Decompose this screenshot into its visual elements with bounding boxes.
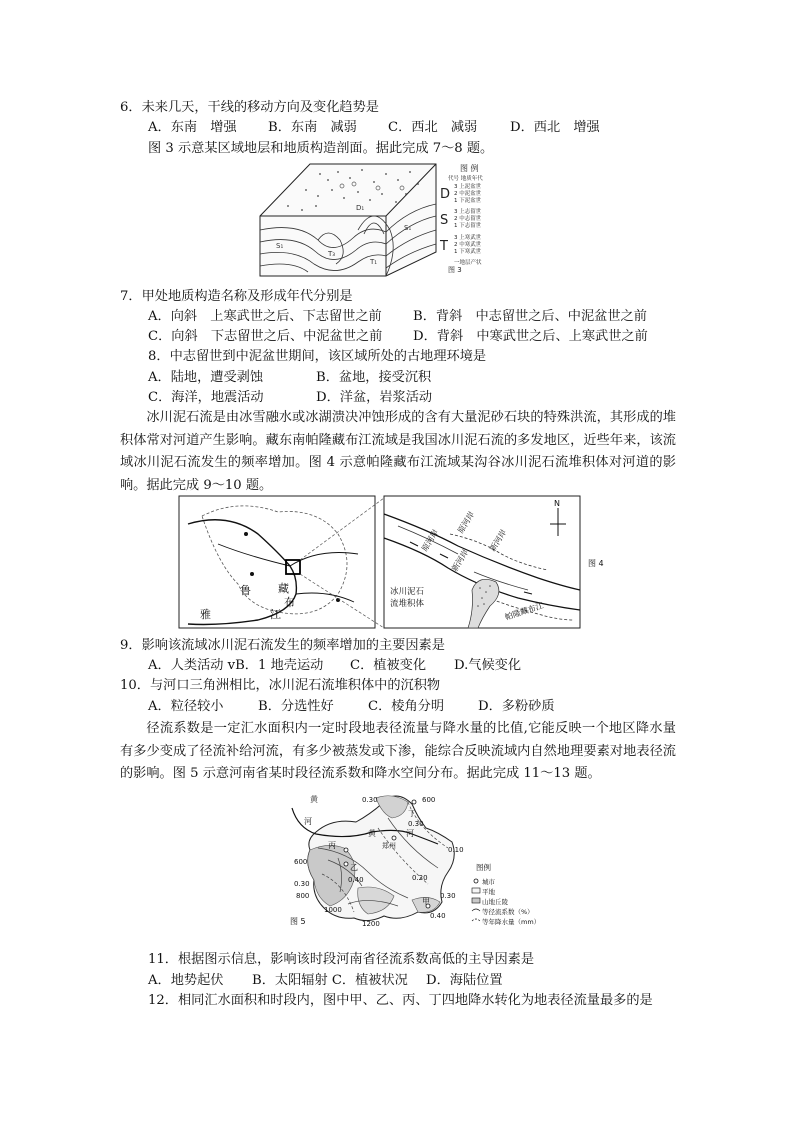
fig5-label: 600 bbox=[422, 796, 436, 804]
q11-option-b: B．太阳辐射 C．植被状况 bbox=[252, 973, 408, 988]
fig5-label: 0.30 bbox=[440, 892, 456, 900]
fig5-label: 0.30 bbox=[294, 880, 310, 888]
fig3-legend-item: 3 上寒武世 bbox=[454, 235, 482, 241]
plain-symbol-icon bbox=[472, 888, 480, 893]
q10-stem: 10．与河口三角洲相比，冰川泥石流堆积体中的沉积物 bbox=[120, 678, 441, 693]
fig4-label: 藏 bbox=[278, 582, 289, 595]
q7-option-b: B．背斜 中志留世之后、中泥盆世之前 bbox=[413, 309, 647, 324]
fig4-label: 雅 bbox=[200, 608, 211, 621]
q6-stem: 6．未来几天，干线的移动方向及变化趋势是 bbox=[120, 100, 379, 115]
city-symbol-icon bbox=[474, 879, 478, 883]
fig3-legend-item: 2 中志留世 bbox=[454, 216, 482, 222]
fig4-north-label: N bbox=[554, 499, 560, 508]
fig3-legend-item: 1 下寒武世 bbox=[454, 249, 482, 255]
fig4-river-label: 帕隆藏布江 bbox=[503, 600, 545, 622]
fig3-legend-code-t: T bbox=[440, 239, 448, 254]
fig4-label: 鲁 bbox=[240, 584, 251, 597]
passage-11-13 bbox=[120, 718, 676, 786]
fig5-legend-title: 图例 bbox=[476, 863, 491, 872]
fig3-legend-item: 3 上志留世 bbox=[454, 209, 482, 215]
q11-option-a: A．地势起伏 bbox=[148, 973, 224, 988]
fig5-label: 乙 bbox=[350, 863, 358, 872]
fig4-new-bank-1: 新河岸 bbox=[488, 527, 509, 554]
fig5-label: 0.10 bbox=[448, 846, 464, 854]
fig3-legend-item: 1 下泥盆世 bbox=[454, 198, 482, 204]
fig5-legend-item: 等年降水量（mm） bbox=[482, 918, 541, 926]
runoff-isoline-icon bbox=[472, 909, 480, 911]
q8-stem: 8．中志留世到中泥盆世期间，该区域所处的古地理环境是 bbox=[148, 349, 487, 364]
fig5-label: 0.30 bbox=[408, 820, 424, 828]
q11-options bbox=[148, 972, 503, 990]
fig4-deposit-label: 冰川泥石 bbox=[390, 587, 425, 597]
q11-option-d: D．海陆位置 bbox=[426, 973, 503, 988]
fig3-legend-title: 图 例 bbox=[460, 164, 479, 173]
q6-option-b: B．东南 减弱 bbox=[268, 120, 357, 135]
q6-option-c: C．西北 减弱 bbox=[388, 120, 478, 135]
q10-options bbox=[148, 698, 555, 716]
q8-option-a: A．陆地，遭受剥蚀 bbox=[148, 370, 264, 385]
q10-option-a: A．粒径较小 bbox=[148, 699, 224, 714]
fig5-label: 0.40 bbox=[348, 876, 364, 884]
q11-stem: 11．根据图示信息，影响该时段河南省径流系数高低的主导因素是 bbox=[148, 952, 535, 967]
fig5-label: 丙 bbox=[328, 841, 336, 850]
figure-3-geologic-section bbox=[258, 160, 528, 280]
fig5-legend-item: 山地丘陵 bbox=[482, 898, 508, 906]
fig5-label: 黄 bbox=[310, 795, 318, 804]
q8-option-d: D．洋盆，岩浆活动 bbox=[316, 390, 433, 405]
figure-5-henan-map bbox=[288, 788, 544, 938]
fig4-old-bank-1: 原河岸 bbox=[456, 509, 477, 536]
passage-9-10 bbox=[120, 407, 676, 497]
svg-text:T₃: T₃ bbox=[328, 250, 336, 258]
fig3-legend-foot: 一地层产状 bbox=[454, 260, 482, 266]
fig3-legend-item: 2 中泥盆世 bbox=[454, 191, 482, 197]
fig5-label: 丁 bbox=[408, 809, 416, 818]
fig4-label: 江 bbox=[270, 608, 281, 621]
fig5-legend-item: 平地 bbox=[482, 888, 495, 896]
q9-option-d: D.气候变化 bbox=[454, 658, 522, 673]
passage-9-10-text: 冰川泥石流是由冰雪融水或冰湖溃决冲蚀形成的含有大量泥砂石块的特殊洪流，其形成的堆积体常对河道产生影响。藏东南帕隆藏布江流域是我国冰川泥石流的多发地区，近些年来，该流域冰川泥石流发生的频率增加。图 4 示意帕隆藏布江流域某沟谷冰川泥石流堆积体对河道的影响。据此完成 9～10 题。 bbox=[120, 410, 676, 493]
q7-option-a: A．向斜 上寒武世之后、下志留世之前 bbox=[148, 309, 382, 324]
fig5-caption: 图 5 bbox=[290, 917, 306, 926]
fig3-legend-item: 2 中寒武世 bbox=[454, 242, 482, 248]
q8-options-row1 bbox=[148, 369, 431, 387]
q6-option-d: D．西北 增强 bbox=[510, 120, 600, 135]
q7-stem: 7．甲处地质构造名称及形成年代分别是 bbox=[120, 289, 353, 304]
q8-option-c: C．海洋，地震活动 bbox=[148, 390, 264, 405]
fig5-label: 0.40 bbox=[430, 912, 446, 920]
fig5-label: 1200 bbox=[362, 920, 380, 928]
fig5-label: 800 bbox=[296, 892, 310, 900]
fig5-legend-item: 等径流系数（%） bbox=[482, 908, 534, 916]
fig3-legend-item: 3 上泥盆世 bbox=[454, 184, 482, 190]
q10-option-d: D．多粉砂质 bbox=[478, 699, 555, 714]
fig4-label: 布 bbox=[284, 596, 295, 609]
q9-option-c: C．植被变化 bbox=[350, 658, 427, 673]
fig5-label: 河 bbox=[406, 829, 414, 838]
q7-option-c: C．向斜 下志留世之后、中泥盆世之前 bbox=[148, 329, 383, 344]
svg-text:D₁: D₁ bbox=[356, 204, 365, 212]
fig5-label: 1000 bbox=[324, 906, 342, 914]
fig5-label: 河 bbox=[304, 817, 312, 826]
q6-options bbox=[148, 119, 600, 137]
figure-4-river-map bbox=[178, 494, 618, 632]
precip-isoline-icon bbox=[472, 919, 480, 921]
svg-text:S₁: S₁ bbox=[276, 242, 284, 250]
q6-option-a: A．东南 增强 bbox=[148, 120, 237, 135]
fig5-label: 郑州 bbox=[382, 842, 396, 850]
fig3-legend-code-s: S bbox=[440, 213, 449, 228]
fig5-label: 600 bbox=[294, 858, 308, 866]
svg-text:S₁: S₁ bbox=[404, 224, 412, 232]
fig5-label: 0.20 bbox=[412, 874, 428, 882]
q7-option-d: D．背斜 中寒武世之后、上寒武世之前 bbox=[413, 329, 648, 344]
fig4-new-bank-2: 新河岸 bbox=[450, 547, 471, 574]
svg-text:T₁: T₁ bbox=[370, 258, 378, 266]
fig3-legend-item: 1 下志留世 bbox=[454, 223, 482, 229]
q7-options-row1 bbox=[148, 308, 647, 326]
fig5-label: 0.30 bbox=[362, 796, 378, 804]
fig3-legend-code-d: D bbox=[440, 187, 451, 202]
q9-options bbox=[148, 657, 521, 675]
passage-11-13-text: 径流系数是一定汇水面积内一定时段地表径流量与降水量的比值,它能反映一个地区降水量有多少变成了径流补给河流，有多少被蒸发或下渗，能综合反映流域内自然地理要素对地表径流的影响。图 5 示意河南省某时段径流系数和降水空间分布。据此完成 11～13 题。 bbox=[120, 721, 676, 781]
fig4-old-bank-2: 原河岸 bbox=[420, 527, 441, 554]
fig5-legend-item: 城市 bbox=[482, 878, 495, 886]
fig4-deposit-label: 流堆积体 bbox=[390, 599, 425, 609]
q10-option-c: C．棱角分明 bbox=[368, 699, 445, 714]
q8-options-row2 bbox=[148, 389, 432, 407]
q10-option-b: B．分选性好 bbox=[258, 699, 334, 714]
q9-stem: 9．影响该流域冰川泥石流发生的频率增加的主要因素是 bbox=[120, 638, 445, 653]
fig5-label: 甲 bbox=[422, 897, 430, 906]
fig4-caption: 图 4 bbox=[588, 559, 604, 568]
intro-7-8: 图 3 示意某区域地层和地质构造剖面。据此完成 7～8 题。 bbox=[148, 141, 494, 156]
fig5-label: 黄 bbox=[368, 829, 376, 838]
fig3-caption: 图 3 bbox=[448, 266, 462, 274]
fig3-legend-head: 代号 地质年代 bbox=[448, 176, 483, 182]
q7-options-row2 bbox=[148, 328, 648, 346]
q8-option-b: B．盆地，接受沉积 bbox=[316, 370, 432, 385]
q12-stem: 12．相同汇水面积和时段内，图中甲、乙、丙、丁四地降水转化为地表径流量最多的是 bbox=[148, 993, 653, 1008]
mountain-symbol-icon bbox=[472, 898, 480, 903]
q9-option-a: A．人类活动 vB．1 地壳运动 bbox=[148, 658, 324, 673]
